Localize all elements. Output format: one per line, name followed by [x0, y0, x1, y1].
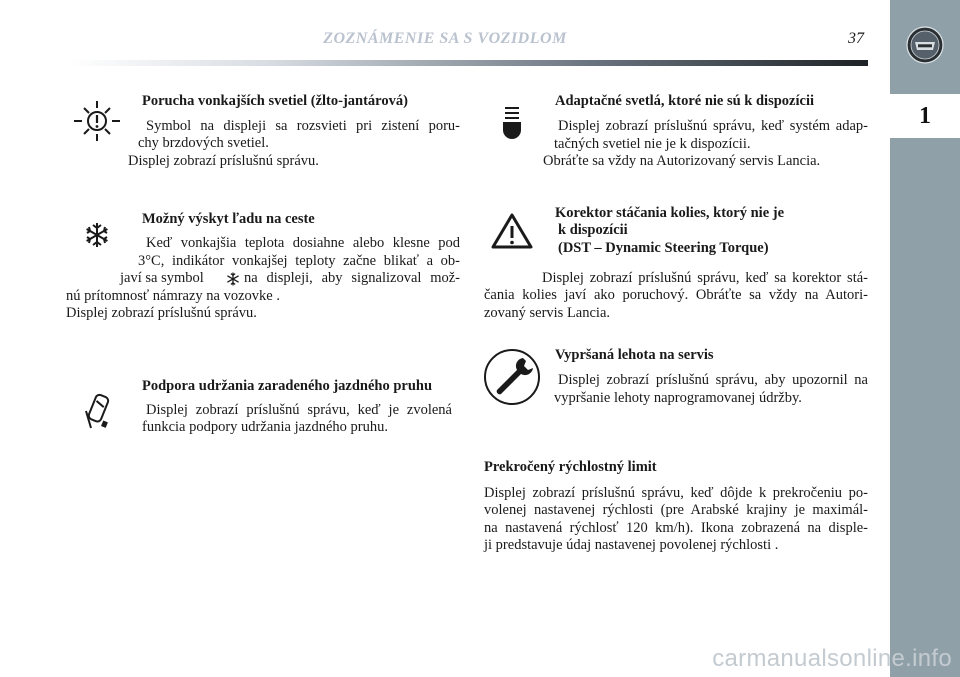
running-header: ZOZNÁMENIE SA S VOZIDLOM	[323, 30, 567, 47]
speed-limit-text-3: na nastavená rýchlosť 120 km/h). Ikona zobrazená na disple-	[484, 520, 868, 536]
exterior-light-failure-icon	[72, 100, 122, 142]
lights-failure-text-2: chy brzdových svetiel.	[138, 135, 269, 151]
adaptive-lights-text-3: Obráťte sa vždy na Autorizovaný servis Lancia.	[543, 153, 821, 169]
ice-risk-heading: Možný výskyt ľadu na ceste	[142, 211, 315, 227]
service-heading: Vypršaná lehota na servis	[555, 347, 714, 363]
lane-keeping-heading: Podpora udržania zaradeného jazdného pruhu	[142, 378, 433, 394]
chapter-tab[interactable]: 1	[890, 94, 960, 138]
service-text-1: Displej zobrazí príslušnú správu, aby upozornil na	[558, 372, 868, 388]
dst-heading-3: (DST – Dynamic Steering Torque)	[558, 240, 769, 256]
dst-heading-1: Korektor stáčania kolies, ktorý nie je	[555, 205, 785, 221]
lights-failure-heading: Porucha vonkajších svetiel (žlto-jantárová)	[142, 93, 408, 109]
wrench-icon	[483, 348, 541, 406]
lights-failure-text-1: Symbol na displeji sa rozsvieti pri zistení poru-	[146, 118, 460, 134]
snowflake-inline-icon	[226, 272, 240, 286]
speed-limit-text-2: volenej nastavenej rýchlosti (pre Arabské krajiny je maximál-	[484, 502, 868, 518]
ice-risk-text-3b: na displeji, aby signalizoval mož-	[244, 270, 460, 286]
dst-text-3: zovaný servis Lancia.	[484, 305, 611, 321]
lane-keeping-text-1: Displej zobrazí príslušnú správu, keď je zvolená	[146, 402, 452, 418]
dst-heading-2: k dispozícii	[558, 222, 628, 238]
service-text-2: vypršanie lehoty naprogramovanej údržby.	[554, 390, 802, 406]
ice-risk-text-2: 3°C, indikátor vonkajšej teploty začne blikať a ob-	[138, 253, 460, 269]
warning-triangle-icon	[490, 212, 534, 250]
snowflake-icon	[84, 222, 110, 248]
watermark: carmanualsonline.info	[712, 645, 952, 672]
adaptive-headlight-icon	[501, 106, 523, 140]
adaptive-lights-text-2: tačných svetiel nie je k dispozícii.	[554, 136, 751, 152]
ice-risk-text-1: Keď vonkajšia teplota dosiahne alebo klesne pod	[146, 235, 460, 251]
ice-risk-text-3a: javí sa symbol	[120, 270, 204, 286]
speed-limit-text-1: Displej zobrazí príslušnú správu, keď dôjde k prekročeniu po-	[484, 485, 868, 501]
dst-text-2: čania kolies javí ako poruchový. Obráťte sa vždy na Autori-	[484, 287, 868, 303]
adaptive-lights-text-1: Displej zobrazí príslušnú správu, keď systém adap-	[558, 118, 868, 134]
speed-limit-text-4: ji predstavuje údaj nastavenej povolenej rýchlosti .	[484, 537, 779, 553]
lane-keeping-text-2: funkcia podpory udržania jazdného pruhu.	[142, 419, 389, 435]
dst-text-1: Displej zobrazí príslušnú správu, keď sa korektor stá-	[542, 270, 868, 286]
lancia-logo-icon	[906, 26, 944, 64]
page-number: 37	[848, 30, 864, 47]
speed-limit-heading: Prekročený rýchlostný limit	[484, 459, 657, 475]
header-rule	[68, 60, 868, 66]
lane-assist-icon	[84, 391, 112, 431]
ice-risk-text-4: nú prítomnosť námrazy na vozovke .	[66, 288, 280, 304]
adaptive-lights-heading: Adaptačné svetlá, ktoré nie sú k dispozícii	[555, 93, 814, 109]
ice-risk-text-5: Displej zobrazí príslušnú správu.	[66, 305, 257, 321]
lights-failure-text-3: Displej zobrazí príslušnú správu.	[128, 153, 319, 169]
